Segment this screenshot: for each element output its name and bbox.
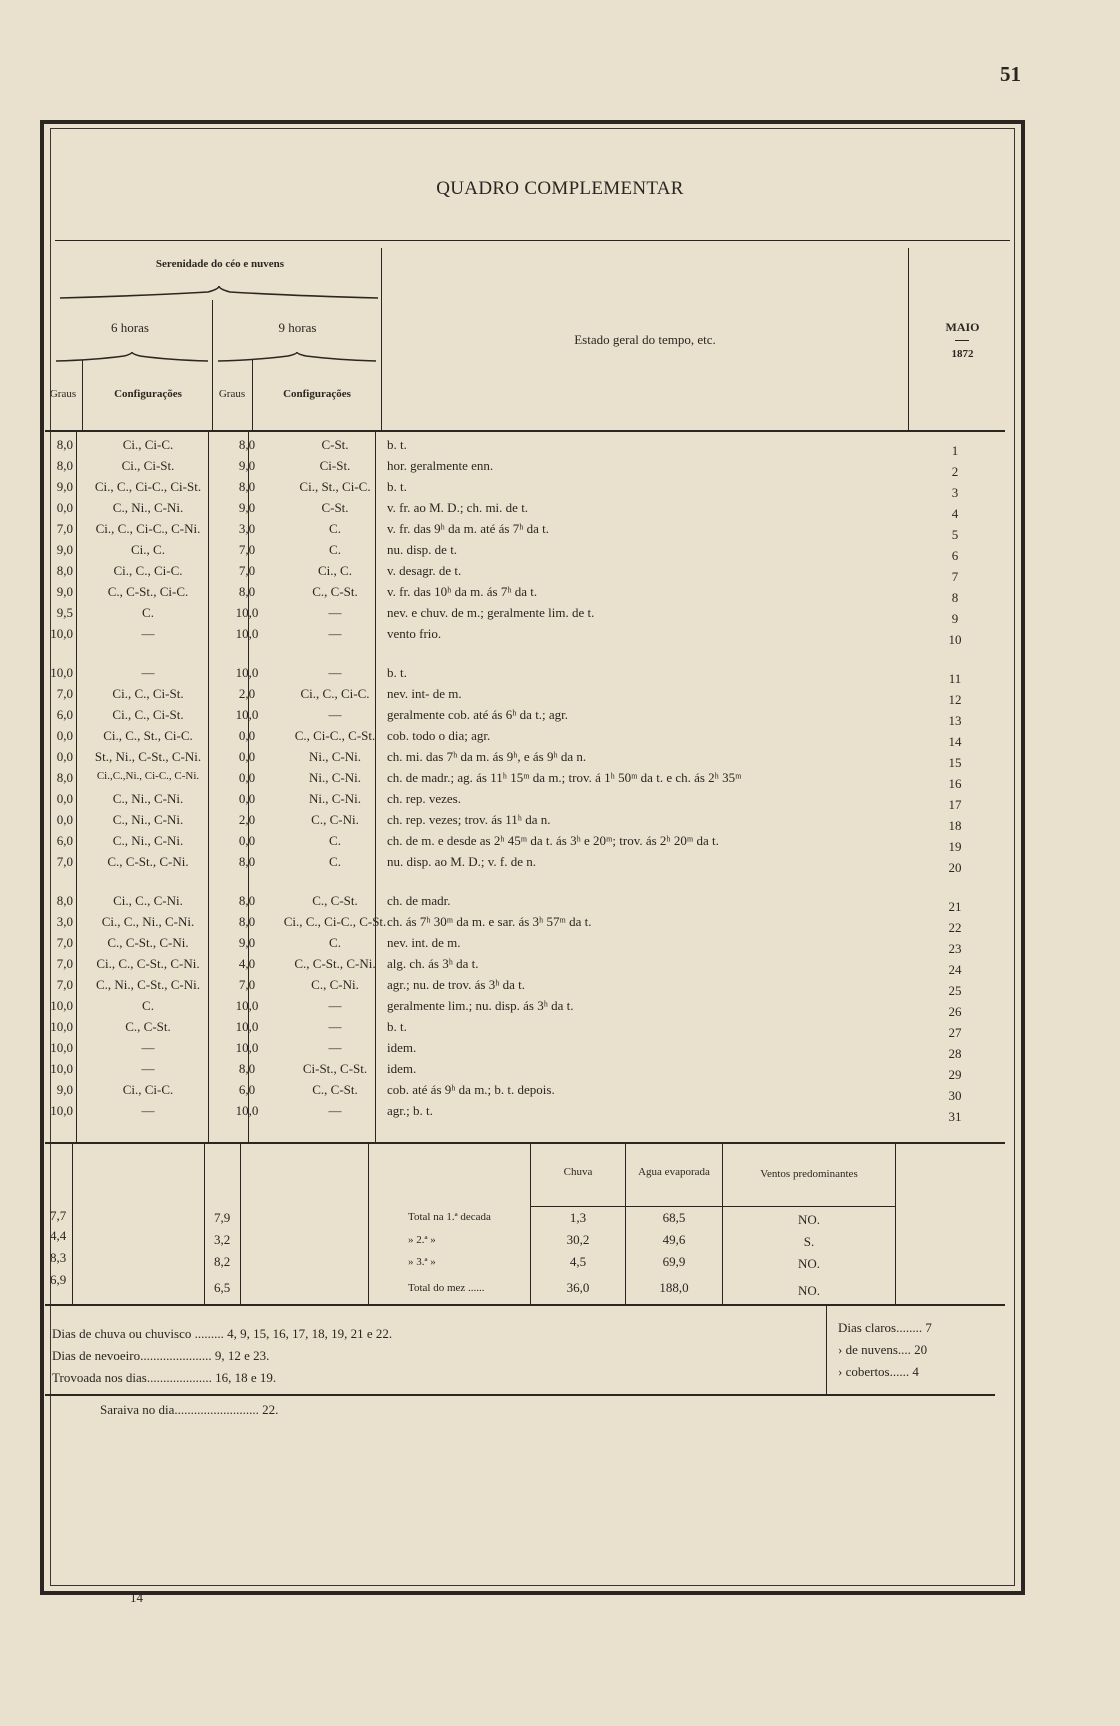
table-row: 0,0 St., Ni., C-St., C-Ni. 0,0 Ni., C-Ni. ch. mi. das 7ʰ da m. ás 9ʰ, e ás 9ʰ da n. 15 — [56, 749, 962, 770]
summary-g6: 4,4 — [50, 1228, 67, 1243]
summary-chuva: 1,3 — [569, 1210, 587, 1225]
table-row: 10,0 — 10,0 — b. t. 11 — [50, 665, 962, 686]
header-month-rule — [955, 340, 969, 341]
summary-g9: 8,2 — [214, 1254, 231, 1269]
table-row: 3,0 Ci., C., Ni., C-Ni. 8,0 Ci., C., Ci-C., C-St. ch. ás 7ʰ 30ᵐ da m. e sar. ás 3ʰ 57ᵐ da t. 22 — [56, 914, 962, 935]
table-row: 10,0 C. 10,0 — geralmente lim.; nu. disp. ás 3ʰ da t. 26 — [50, 998, 962, 1019]
table-row: 10,0 — 10,0 — vento frio. 10 — [50, 626, 962, 647]
brace-9-horas — [216, 350, 378, 364]
table-row: 10,0 — 10,0 — agr.; b. t. 31 — [50, 1103, 962, 1124]
header-graus-6: Graus — [49, 388, 77, 400]
summary-divider-5 — [530, 1144, 531, 1304]
summary-label: » 3.ª » — [408, 1256, 436, 1268]
brace-6-horas — [54, 350, 210, 364]
summary-agua: 49,6 — [662, 1232, 686, 1247]
table-row: 0,0 C., Ni., C-Ni. 2,0 C., C-Ni. ch. rep. vezes; trov. ás 11ʰ da n. 18 — [56, 812, 962, 833]
summary-label: Total do mez ...... — [408, 1282, 485, 1294]
summary-divider-1 — [72, 1144, 73, 1304]
summary-vento: S. — [803, 1234, 815, 1249]
header-divider-month — [908, 248, 909, 430]
sheet-number: 14 — [130, 1590, 143, 1605]
table-row: 7,0 Ci., C., Ci-St. 2,0 Ci., C., Ci-C. nev. int- de m. 12 — [56, 686, 962, 707]
header-9-horas: 9 horas — [278, 320, 317, 335]
header-serenidade: Serenidade do céo e nuvens — [155, 258, 285, 270]
header-graus-9: Graus — [218, 388, 246, 400]
table-row: 0,0 C., Ni., C-Ni. 0,0 Ni., C-Ni. ch. rep. vezes. 17 — [56, 791, 962, 812]
summary-label: » 2.ª » — [408, 1234, 436, 1246]
table-row: 10,0 C., C-St. 10,0 — b. t. 27 — [50, 1019, 962, 1040]
footer-dias-nuvens: › de nuvens.... 20 — [838, 1342, 928, 1357]
summary-divider-8 — [895, 1144, 896, 1304]
header-6-horas: 6 horas — [111, 320, 149, 335]
summary-vento: NO. — [797, 1256, 821, 1271]
header-month: MAIO — [945, 320, 980, 334]
page-title: QUADRO COMPLEMENTAR — [436, 178, 684, 199]
header-bottom-rule — [45, 430, 1005, 432]
table-row: 8,0 Ci., C., C-Ni. 8,0 C., C-St. ch. de madr. 21 — [56, 893, 962, 914]
header-divider-cfg9 — [252, 360, 253, 430]
summary-vento: NO. — [797, 1283, 821, 1298]
page-number: 51 — [1000, 62, 1021, 86]
table-row: 9,0 C., C-St., Ci-C. 8,0 C., C-St. v. fr. das 10ʰ da m. ás 7ʰ da t. 8 — [56, 584, 959, 605]
summary-chuva: 30,2 — [566, 1232, 590, 1247]
summary-top-rule — [45, 1142, 1005, 1144]
summary-agua: 68,5 — [662, 1210, 686, 1225]
summary-chuva: 4,5 — [569, 1254, 587, 1269]
table-row: 8,0 Ci., C., Ci-C. 7,0 Ci., C. v. desagr. de t. 7 — [56, 563, 959, 584]
summary-divider-4 — [368, 1144, 369, 1304]
summary-g9: 7,9 — [214, 1210, 231, 1225]
table-row: 8,0 Ci., Ci-C. 8,0 C-St. b. t. 1 — [56, 437, 959, 458]
header-config-6: Configurações — [114, 388, 182, 400]
table-row: 10,0 — 8,0 Ci-St., C-St. idem. 29 — [50, 1061, 962, 1082]
table-row: 0,0 C., Ni., C-Ni. 9,0 C-St. v. fr. ao M. D.; ch. mi. de t. 4 — [56, 500, 959, 521]
footer-chuva-days: Dias de chuva ou chuvisco ......... 4, 9, 15, 16, 17, 18, 19, 21 e 22. — [52, 1326, 393, 1341]
summary-divider-3 — [240, 1144, 241, 1304]
summary-header-agua: Agua evaporada — [638, 1166, 710, 1178]
header-estado: Estado geral do tempo, etc. — [574, 332, 716, 347]
header-year: 1872 — [951, 348, 974, 360]
summary-g6: 6,9 — [50, 1272, 67, 1287]
summary-g6: 8,3 — [50, 1250, 67, 1265]
footer-nevoeiro-days: Dias de nevoeiro...................... 9, 12 e 23. — [52, 1348, 270, 1363]
summary-g9: 6,5 — [214, 1280, 231, 1295]
footer-rule — [45, 1394, 995, 1396]
header-divider-cfg6 — [82, 360, 83, 430]
summary-header-rule — [530, 1206, 895, 1207]
table-row: 9,0 Ci., C., Ci-C., Ci-St. 8,0 Ci., St., Ci-C. b. t. 3 — [56, 479, 959, 500]
header-divider-9h — [212, 300, 213, 430]
footer-saraiva-day: Saraiva no dia.......................... 22. — [100, 1402, 279, 1417]
summary-chuva: 36,0 — [566, 1280, 590, 1295]
table-row: 8,0 Ci.,C.,Ni., Ci-C., C-Ni. 0,0 Ni., C-Ni. ch. de madr.; ag. ás 11ʰ 15ᵐ da m.; trov. á 1ʰ 50ᵐ da t. e ch. ás 2ʰ 35ᵐ 16 — [56, 770, 962, 791]
brace-serenidade — [58, 284, 380, 302]
table-row: 9,5 C. 10,0 — nev. e chuv. de m.; geralmente lim. de t. 9 — [56, 605, 959, 626]
footer-dias-cobertos: › cobertos...... 4 — [838, 1364, 919, 1379]
header-config-9: Configurações — [283, 388, 351, 400]
table-row: 7,0 Ci., C., Ci-C., C-Ni. 3,0 C. v. fr. das 9ʰ da m. até ás 7ʰ da t. 5 — [56, 521, 959, 542]
summary-agua: 188,0 — [659, 1280, 689, 1295]
summary-label: Total na 1.ª decada — [408, 1211, 491, 1223]
summary-vento: NO. — [797, 1212, 821, 1227]
table-row: 6,0 Ci., C., Ci-St. 10,0 — geralmente cob. até ás 6ʰ da t.; agr. 13 — [56, 707, 962, 728]
table-row: 7,0 C., C-St., C-Ni. 9,0 C. nev. int. de m. 23 — [56, 935, 962, 956]
table-row: 7,0 C., C-St., C-Ni. 8,0 C. nu. disp. ao M. D.; v. f. de n. 20 — [56, 854, 962, 875]
table-row: 9,0 Ci., C. 7,0 C. nu. disp. de t. 6 — [56, 542, 959, 563]
summary-header-chuva: Chuva — [563, 1166, 593, 1178]
table-row: 8,0 Ci., Ci-St. 9,0 Ci-St. hor. geralmente enn. 2 — [56, 458, 959, 479]
footer-trovoada-days: Trovoada nos dias.................... 16, 18 e 19. — [52, 1370, 277, 1385]
table-row: 6,0 C., Ni., C-Ni. 0,0 C. ch. de m. e desde as 2ʰ 45ᵐ da t. ás 3ʰ e 20ᵐ; trov. ás 2ʰ 20ᵐ da t. 19 — [56, 833, 962, 854]
footer-divider — [826, 1306, 827, 1394]
summary-header-ventos: Ventos predominantes — [760, 1168, 858, 1180]
table-row: 7,0 Ci., C., C-St., C-Ni. 4,0 C., C-St., C-Ni. alg. ch. ás 3ʰ da t. 24 — [56, 956, 962, 977]
table-row: 10,0 — 10,0 — idem. 28 — [50, 1040, 962, 1061]
summary-agua: 69,9 — [662, 1254, 686, 1269]
table-row: 7,0 C., Ni., C-St., C-Ni. 7,0 C., C-Ni. agr.; nu. de trov. ás 3ʰ da t. 25 — [56, 977, 962, 998]
footer-dias-claros: Dias claros........ 7 — [838, 1320, 932, 1335]
table-row: 9,0 Ci., Ci-C. 6,0 C., C-St. cob. até ás 9ʰ da m.; b. t. depois. 30 — [56, 1082, 962, 1103]
summary-g6: 7,7 — [50, 1208, 67, 1223]
summary-bottom-rule — [45, 1304, 1005, 1306]
summary-divider-2 — [204, 1144, 205, 1304]
table-row: 0,0 Ci., C., St., Ci-C. 0,0 C., Ci-C., C-St. cob. todo o dia; agr. 14 — [56, 728, 962, 749]
header-top-rule — [55, 240, 1010, 241]
summary-g9: 3,2 — [214, 1232, 231, 1247]
